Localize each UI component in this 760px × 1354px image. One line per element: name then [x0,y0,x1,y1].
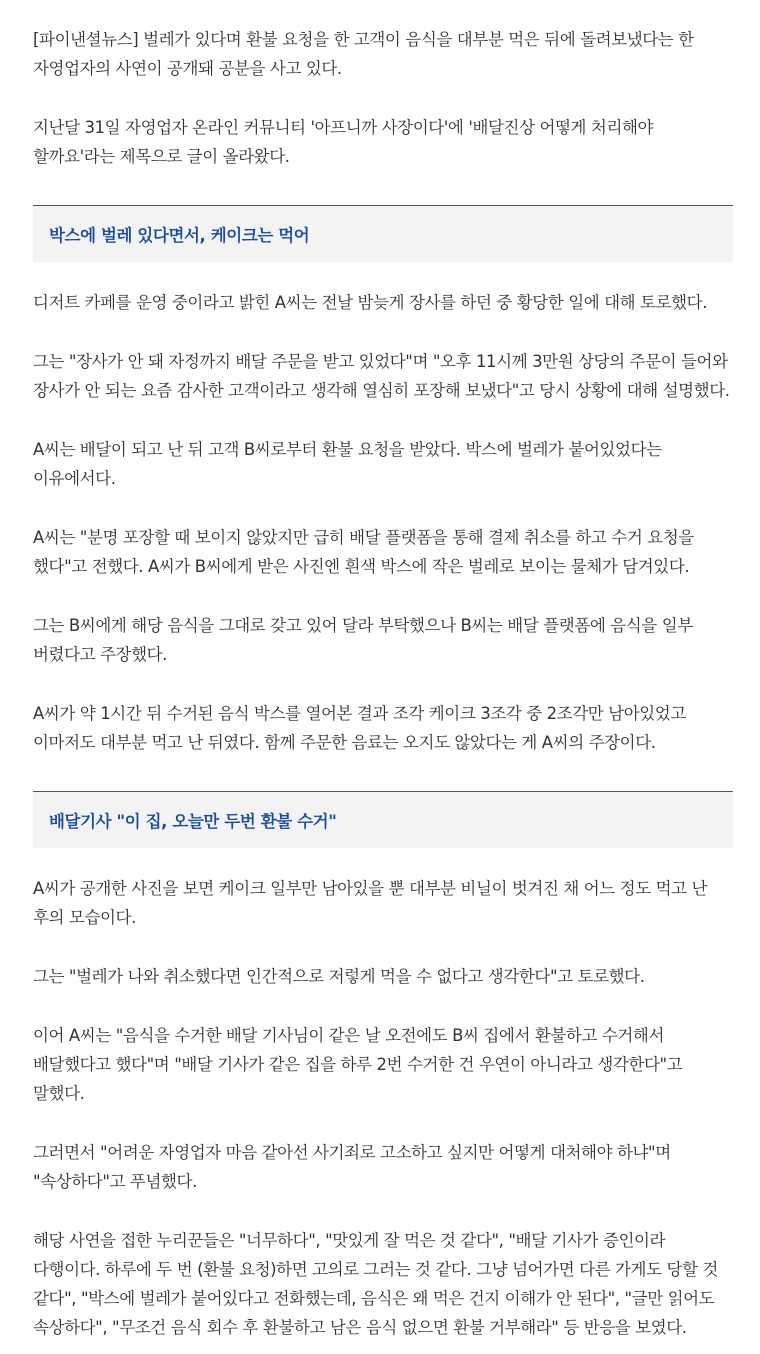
section-heading-2 [33,791,733,848]
section1-paragraph-5: 그는 B씨에게 해당 음식을 그대로 갖고 있어 달라 부탁했으나 B씨는 배달 플랫폼에 음식을 일부 버렸다고 주장했다. [33,616,693,664]
section1-paragraph-1: 디저트 카페를 운영 중이라고 밝힌 A씨는 전날 밤늦게 장사를 하던 중 황당한 일에 대해 토로했다. [33,293,708,312]
section2-paragraph-5: 해당 사연을 접한 누리꾼들은 "너무하다", "맛있게 잘 먹은 것 같다", "배달 기사가 증인이라 다행이다. 하루에 두 번 (환불 요청)하면 고의로 그러는 것 같다. 그냥 넘어가면 다른 가게도 당할 것 같다", "박스에 벌레가 붙어있다고 전화했는데, 음식은 왜 먹은 건지 이해가 안 된다", "글만 읽어도 속상하다", "무조건 음식 회수 후 환불하고 남은 음식 없으면 환불 거부해라" 등 반응을 보였다. [33,1231,718,1337]
section2-paragraph-1: A씨가 공개한 사진을 보면 케이크 일부만 남아있을 뿐 대부분 비닐이 벗겨진 채 어느 정도 먹고 난 후의 모습이다. [33,879,708,927]
section1-paragraph-3: A씨는 배달이 되고 난 뒤 고객 B씨로부터 환불 요청을 받았다. 박스에 벌레가 붙어있었다는 이유에서다. [33,440,662,488]
section2-paragraph-2: 그는 "벌레가 나와 취소했다면 인간적으로 저렇게 먹을 수 없다고 생각한다"고 토로했다. [33,967,645,986]
section1-paragraph-4: A씨는 "분명 포장할 때 보이지 않았지만 급히 배달 플랫폼을 통해 결제 취소를 하고 수거 요청을 했다"고 전했다. A씨가 B씨에게 받은 사진엔 흰색 박스에 작은 벌레로 보이는 물체가 담겨있다. [33,528,694,576]
intro-paragraph-2: 지난달 31일 자영업자 온라인 커뮤니티 '아프니까 사장이다'에 '배달진상 어떻게 처리해야 할까요'라는 제목으로 글이 올라왔다. [33,118,654,166]
section1-paragraph-2: 그는 "장사가 안 돼 자정까지 배달 주문을 받고 있었다"며 "오후 11시께 3만원 상당의 주문이 들어와 장사가 안 되는 요즘 감사한 고객이라고 생각해 열심히 포장해 보냈다"고 당시 상황에 대해 설명했다. [33,352,730,400]
intro-paragraph-1: [파이낸셜뉴스] 벌레가 있다며 환불 요청을 한 고객이 음식을 대부분 먹은 뒤에 돌려보냈다는 한 자영업자의 사연이 공개돼 공분을 사고 있다. [33,30,694,78]
section-heading-1 [33,205,733,262]
section-heading-1-text: 박스에 벌레 있다면서, 케이크는 먹어 [49,226,310,245]
section2-paragraph-3: 이어 A씨는 "음식을 수거한 배달 기사님이 같은 날 오전에도 B씨 집에서 환불하고 수거해서 배달했다고 했다"며 "배달 기사가 같은 집을 하루 2번 수거한 건 우연이 아니라고 생각한다"고 말했다. [33,1026,683,1103]
section1-paragraph-6: A씨가 약 1시간 뒤 수거된 음식 박스를 열어본 결과 조각 케이크 3조각 중 2조각만 남아있었고 이마저도 대부분 먹고 난 뒤였다. 함께 주문한 음료는 오지도 않았다는 게 A씨의 주장이다. [33,704,686,752]
section2-paragraph-4: 그러면서 "어려운 자영업자 마음 같아선 사기죄로 고소하고 싶지만 어떻게 대처해야 하냐"며 "속상하다"고 푸념했다. [33,1143,671,1191]
article-body [33,0,733,1342]
section-heading-2-text: 배달기사 "이 집, 오늘만 두번 환불 수거" [49,812,337,831]
